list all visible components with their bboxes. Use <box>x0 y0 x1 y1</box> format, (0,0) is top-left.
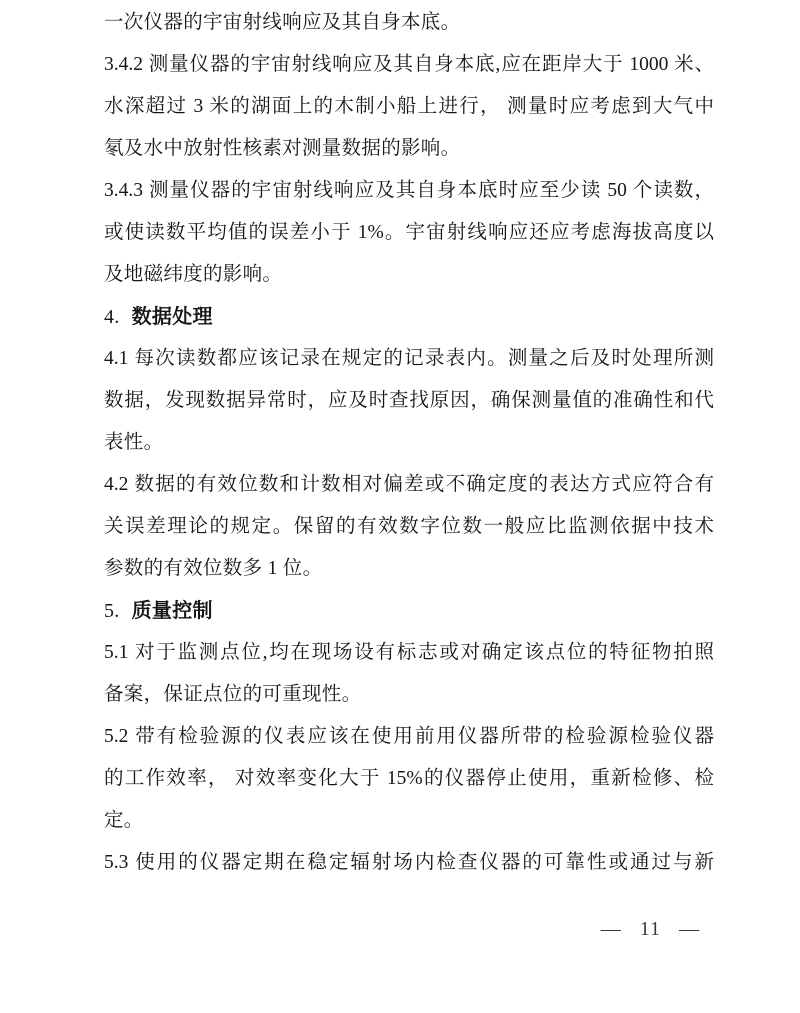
text-line: 3.4.2 测量仪器的宇宙射线响应及其自身本底,应在距岸大于 1000 米、 <box>104 54 714 75</box>
text-line: 4.2 数据的有效位数和计数相对偏差或不确定度的表达方式应符合有 <box>104 474 714 495</box>
text-line: 及地磁纬度的影响。 <box>104 264 283 285</box>
text-line: 5.2 带有检验源的仪表应该在使用前用仪器所带的检验源检验仪器 <box>104 726 714 747</box>
page-number: — 11 — <box>600 918 700 940</box>
text-line: 4.1 每次读数都应该记录在规定的记录表内。测量之后及时处理所测 <box>104 348 714 369</box>
text-line: 表性。 <box>104 432 164 453</box>
text-line: 5.1 对于监测点位,均在现场设有标志或对确定该点位的特征物拍照 <box>104 642 714 663</box>
section-number: 5. <box>104 600 120 622</box>
text-line: 参数的有效位数多 1 位。 <box>104 558 323 579</box>
text-line: 一次仪器的宇宙射线响应及其自身本底。 <box>104 12 461 33</box>
text-line: 或使读数平均值的误差小于 1%。宇宙射线响应还应考虑海拔高度以 <box>104 222 714 243</box>
text-line: 水深超过 3 米的湖面上的木制小船上进行， 测量时应考虑到大气中 <box>104 96 714 117</box>
text-line: 备案，保证点位的可重现性。 <box>104 684 362 705</box>
text-line: 数据，发现数据异常时，应及时查找原因，确保测量值的准确性和代 <box>104 390 714 411</box>
text-line: 关误差理论的规定。保留的有效数字位数一般应比监测依据中技术 <box>104 516 714 537</box>
section-heading-data-processing <box>104 296 714 338</box>
text-line: 5.3 使用的仪器定期在稳定辐射场内检查仪器的可靠性或通过与新 <box>104 852 714 873</box>
text-line: 的工作效率， 对效率变化大于 15%的仪器停止使用，重新检修、检 <box>104 768 714 789</box>
section-number: 4. <box>104 306 120 328</box>
section-title: 质量控制 <box>131 600 213 622</box>
text-line: 氡及水中放射性核素对测量数据的影响。 <box>104 138 461 159</box>
section-heading-quality-control <box>104 590 714 632</box>
text-line: 定。 <box>104 810 144 831</box>
document-body <box>104 2 714 884</box>
text-line: 3.4.3 测量仪器的宇宙射线响应及其自身本底时应至少读 50 个读数， <box>104 180 714 201</box>
section-title: 数据处理 <box>131 306 213 328</box>
